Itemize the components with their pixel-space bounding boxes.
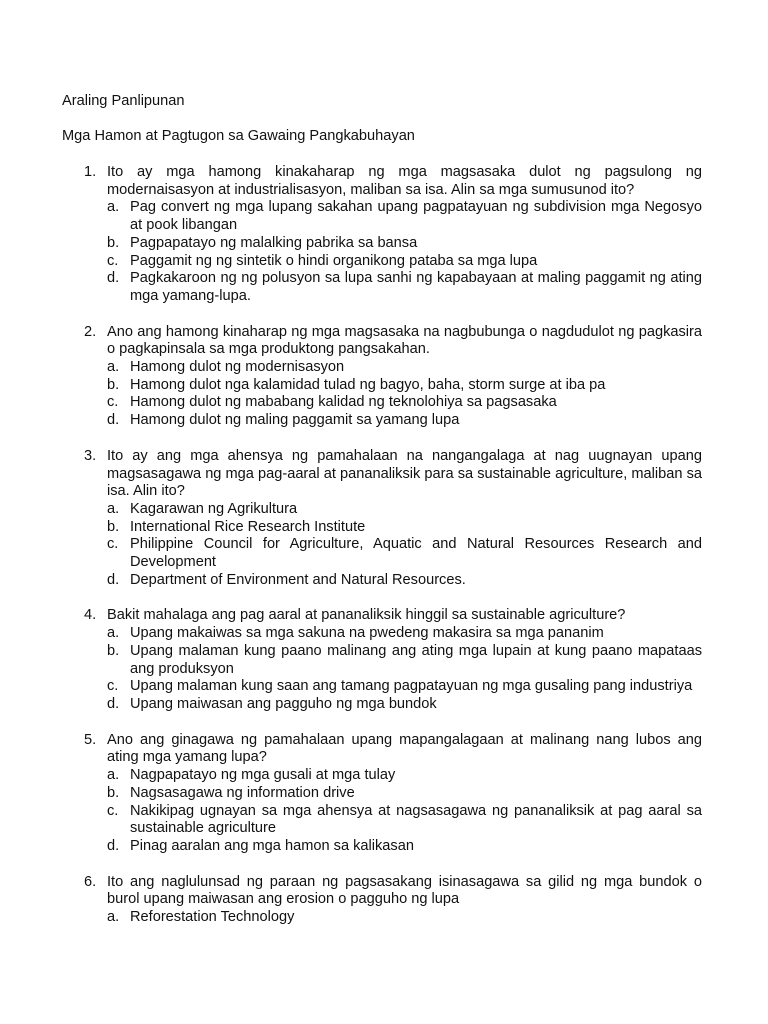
choice-text: International Rice Research Institute (130, 518, 366, 535)
choice-letter: c. (107, 394, 119, 411)
question-6 (0, 874, 768, 927)
question-number: 4. (84, 607, 97, 624)
choice-a (0, 909, 768, 927)
choice-b (0, 785, 768, 803)
question-text: Ito ang naglulunsad ng paraan ng pagsasakang isinasagawa sa gilid ng mga bundok o burol upang maiwasan ang erosion o pagguho ng lupa (107, 873, 702, 908)
choice-text: Philippine Council for Agriculture, Aquatic and Natural Resources Research and Development (130, 536, 702, 571)
choice-c (0, 536, 768, 571)
question-number: 6. (84, 873, 97, 890)
choice-text: Hamong dulot ng maling paggamit sa yamang lupa (130, 412, 460, 429)
choice-a (0, 767, 768, 785)
choice-list (0, 625, 768, 714)
choice-text: Nagpapatayo ng mga gusali at mga tulay (130, 767, 396, 784)
choice-letter: d. (107, 837, 120, 854)
choice-letter: a. (107, 625, 120, 642)
choice-letter: b. (107, 376, 120, 393)
choice-list (0, 501, 768, 590)
choice-text: Nakikipag ugnayan sa mga ahensya at nagsasagawa ng pananaliksik at pag aaral sa sustainable agriculture (130, 802, 702, 837)
choice-text: Pag convert ng mga lupang sakahan upang pagpatayuan ng subdivision mga Negosyo at pook libangan (130, 199, 702, 234)
choice-letter: a. (107, 909, 120, 926)
question-text: Ano ang hamong kinaharap ng mga magsasaka na nagbubunga o nagdudulot ng pagkasira o pagkapinsala sa mga produktong pangsakahan. (107, 323, 702, 358)
choice-text: Reforestation Technology (130, 909, 295, 926)
choice-letter: c. (107, 252, 119, 269)
choice-text: Pinag aaralan ang mga hamon sa kalikasan (130, 837, 414, 854)
choice-b (0, 377, 768, 395)
choice-list (0, 767, 768, 856)
choice-letter: d. (107, 412, 120, 429)
choice-letter: c. (107, 802, 119, 819)
question-list (0, 164, 768, 945)
choice-list (0, 199, 768, 305)
choice-list (0, 909, 768, 927)
choice-b (0, 643, 768, 678)
choice-b (0, 519, 768, 537)
choice-c (0, 678, 768, 696)
question-3 (0, 448, 768, 590)
choice-d (0, 838, 768, 856)
question-text: Ano ang ginagawa ng pamahalaan upang mapangalagaan at malinang nang lubos ang ating mga yamang lupa? (107, 731, 702, 766)
topic-title: Mga Hamon at Pagtugon sa Gawaing Pangkabuhayan (62, 128, 415, 144)
choice-d (0, 696, 768, 714)
choice-a (0, 359, 768, 377)
choice-text: Hamong dulot ng modernisasyon (130, 359, 345, 376)
question-number: 2. (84, 323, 97, 340)
choice-text: Nagsasagawa ng information drive (130, 784, 355, 801)
choice-text: Pagpapatayo ng malalking pabrika sa bansa (130, 234, 418, 251)
question-5 (0, 732, 768, 856)
question-text: Ito ay ang mga ahensya ng pamahalaan na nangangalaga at nag uugnayan upang magsasagawa ng mga pag-aaral at pananaliksik para sa sustainable agriculture, maliban sa isa. Alin ito? (107, 447, 702, 500)
choice-text: Pagkakaroon ng ng polusyon sa lupa sanhi ng kapabayaan at maling paggamit ng ating mga yamang-lupa. (130, 270, 702, 304)
choice-c (0, 803, 768, 838)
choice-letter: a. (107, 199, 120, 216)
question-text: Ito ay mga hamong kinakaharap ng mga magsasaka dulot ng pagsulong ng modernaisasyon at industrialisasyon, maliban sa isa. Alin sa mga sumusunod ito? (107, 164, 702, 198)
choice-a (0, 625, 768, 643)
choice-letter: b. (107, 642, 120, 659)
choice-d (0, 412, 768, 430)
choice-text: Upang malaman kung saan ang tamang pagpatayuan ng mga gusaling pang industriya (130, 678, 693, 695)
choice-b (0, 235, 768, 253)
choice-letter: a. (107, 767, 120, 784)
choice-d (0, 572, 768, 590)
choice-text: Hamong dulot nga kalamidad tulad ng bagyo, baha, storm surge at iba pa (130, 376, 606, 393)
choice-c (0, 394, 768, 412)
choice-letter: a. (107, 500, 120, 517)
choice-d (0, 270, 768, 305)
choice-letter: b. (107, 518, 120, 535)
question-number: 5. (84, 731, 97, 748)
choice-a (0, 501, 768, 519)
question-1 (0, 164, 768, 306)
choice-letter: c. (107, 536, 119, 553)
question-number: 3. (84, 447, 97, 464)
question-4 (0, 607, 768, 713)
subject-title: Araling Panlipunan (62, 93, 185, 109)
choice-list (0, 359, 768, 430)
choice-letter: b. (107, 784, 120, 801)
question-number: 1. (84, 164, 97, 180)
question-2 (0, 324, 768, 430)
choice-text: Department of Environment and Natural Resources. (130, 571, 466, 588)
choice-letter: d. (107, 270, 120, 287)
choice-letter: c. (107, 678, 119, 695)
choice-text: Kagarawan ng Agrikultura (130, 500, 298, 517)
choice-letter: b. (107, 234, 120, 251)
choice-text: Paggamit ng ng sintetik o hindi organikong pataba sa mga lupa (130, 252, 538, 269)
choice-letter: a. (107, 359, 120, 376)
choice-text: Hamong dulot ng mababang kalidad ng teknolohiya sa pagsasaka (130, 394, 557, 411)
choice-letter: d. (107, 695, 120, 712)
choice-c (0, 253, 768, 271)
choice-text: Upang makaiwas sa mga sakuna na pwedeng makasira sa mga pananim (130, 625, 604, 642)
choice-a (0, 199, 768, 234)
choice-text: Upang maiwasan ang pagguho ng mga bundok (130, 695, 437, 712)
choice-letter: d. (107, 571, 120, 588)
choice-text: Upang malaman kung paano malinang ang ating mga lupain at kung paano mapataas ang produksyon (130, 642, 702, 677)
question-text: Bakit mahalaga ang pag aaral at pananaliksik hinggil sa sustainable agriculture? (107, 607, 626, 624)
